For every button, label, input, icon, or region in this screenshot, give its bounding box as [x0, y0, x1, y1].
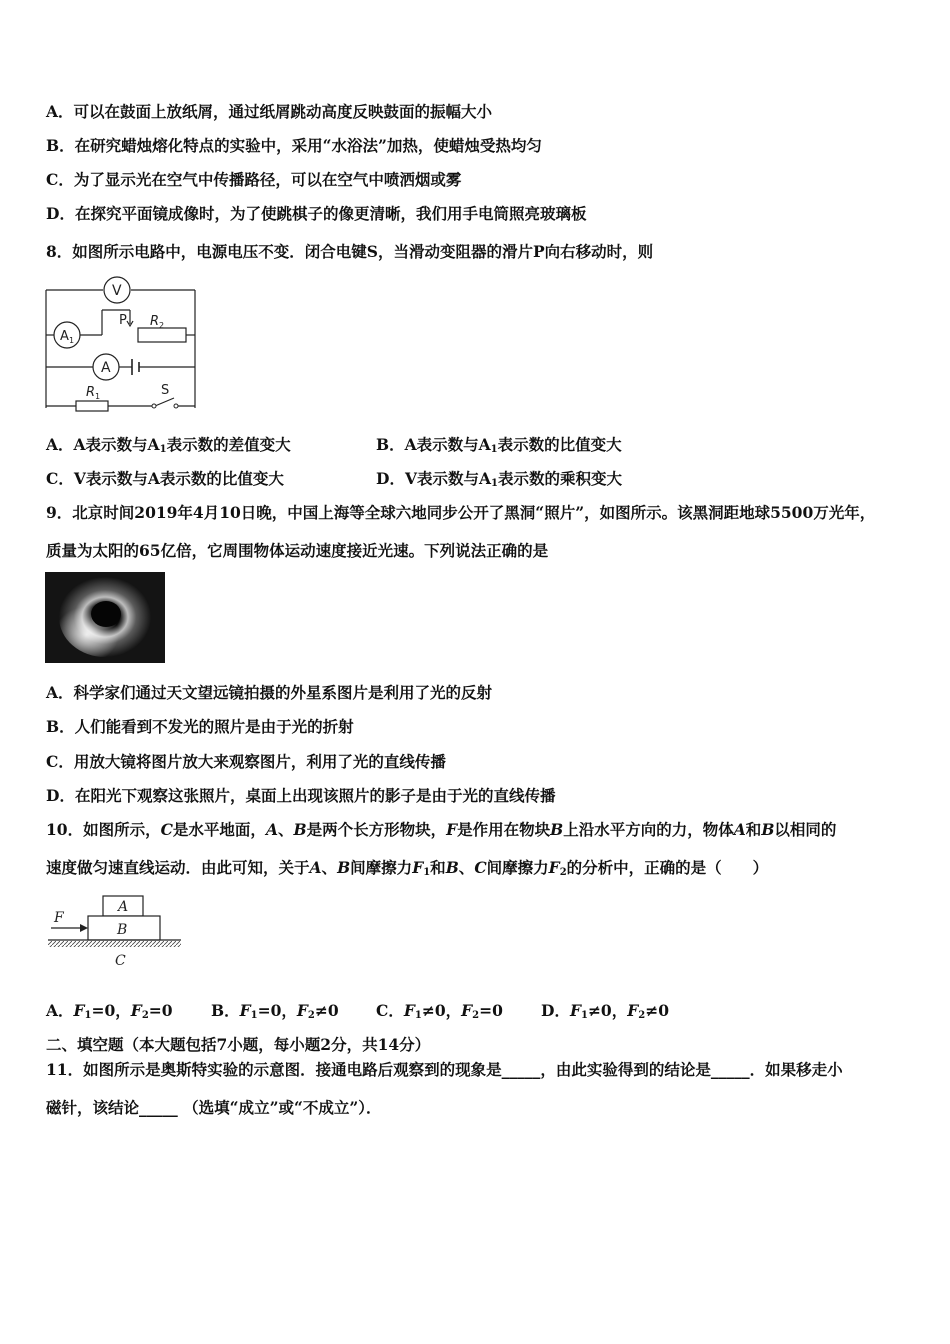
r1-label: R [86, 385, 96, 400]
q8-option-b: B．A表示数与$A_1$表示数的比值变大 [376, 435, 622, 455]
q11-line2: 磁针，该结论_____ （选填“成立”或“不成立”）． [46, 1098, 382, 1117]
block-b-label: B [117, 922, 128, 938]
q8-stem: 8．如图所示电路中，电源电压不变．闭合电键S，当滑动变阻器的滑片P向右移动时，则 [46, 242, 654, 261]
q8-option-c: C．V表示数与A表示数的比值变大 [46, 469, 284, 488]
force-f-label: F [54, 910, 64, 926]
q10-blocks-diagram [48, 893, 183, 973]
q9-stem-line1: 9．北京时间2019年4月10日晚，中国上海等全球六地同步公开了黑洞“照片”，如图所示。该黑洞距地球5500万光年， [46, 503, 876, 522]
q9-option-a: A．科学家们通过天文望远镜拍摄的外星系图片是利用了光的反射 [46, 683, 493, 702]
q10-stem-line2: 速度做匀速直线运动．由此可知，关于A、B间摩擦力$F_1$和B、C间摩擦力$F_2$的分析中，正确的是（ ） [46, 858, 769, 878]
q9-option-b: B．人们能看到不发光的照片是由于光的折射 [46, 717, 354, 736]
voltmeter-label: V [112, 283, 122, 299]
q8-circuit-diagram [44, 276, 199, 414]
q10-option-c: C．$F_1\ne 0$，$F_2=0$ [376, 1001, 503, 1021]
q9-option-d: D．在阳光下观察这张照片，桌面上出现该照片的影子是由于光的直线传播 [46, 786, 556, 805]
q8-option-d: D．V表示数与$A_1$表示数的乘积变大 [376, 469, 622, 489]
q9-stem-line2: 质量为太阳的65亿倍，它周围物体运动速度接近光速。下列说法正确的是 [46, 541, 549, 560]
q7-option-a: A．可以在鼓面上放纸屑，通过纸屑跳动高度反映鼓面的振幅大小 [46, 102, 493, 121]
q10-option-b: B．$F_1=0$，$F_2\ne 0$ [211, 1001, 339, 1021]
black-hole-photo [45, 572, 165, 663]
slider-p-label: P [119, 313, 127, 328]
ammeter-a1-sub: 1 [69, 336, 75, 345]
r2-sub: 2 [159, 321, 165, 330]
ground-c-label: C [115, 953, 126, 969]
q11-line1: 11．如图所示是奥斯特实验的示意图．接通电路后观察到的现象是_____，由此实验得到的结论是_____．如果移走小 [46, 1060, 843, 1079]
section-heading: 二、填空题（本大题包括7小题，每小题2分，共14分） [46, 1035, 431, 1054]
q7-option-d: D．在探究平面镜成像时，为了使跳棋子的像更清晰，我们用手电筒照亮玻璃板 [46, 204, 587, 223]
q10-option-d: D．$F_1\ne 0$，$F_2\ne 0$ [541, 1001, 669, 1021]
ammeter-a-label: A [101, 360, 111, 376]
r1-sub: 1 [95, 392, 101, 401]
r2-label: R [150, 314, 160, 329]
switch-s-label: S [161, 383, 170, 398]
q10-stem-line1: 10．如图所示，C是水平地面，A、B是两个长方形物块，F是作用在物块B上沿水平方向的力，物体A和B以相同的 [46, 820, 837, 839]
block-a-label: A [118, 899, 129, 915]
q8-option-a: A．A表示数与$A_1$表示数的差值变大 [46, 435, 291, 455]
ammeter-a1-label: A [60, 329, 69, 344]
q7-option-b: B．在研究蜡烛熔化特点的实验中，采用“水浴法”加热，使蜡烛受热均匀 [46, 136, 542, 155]
q7-option-c: C．为了显示光在空气中传播路径，可以在空气中喷洒烟或雾 [46, 170, 462, 189]
q10-option-a: A．$F_1=0$，$F_2=0$ [46, 1001, 173, 1021]
q9-option-c: C．用放大镜将图片放大来观察图片，利用了光的直线传播 [46, 752, 446, 771]
